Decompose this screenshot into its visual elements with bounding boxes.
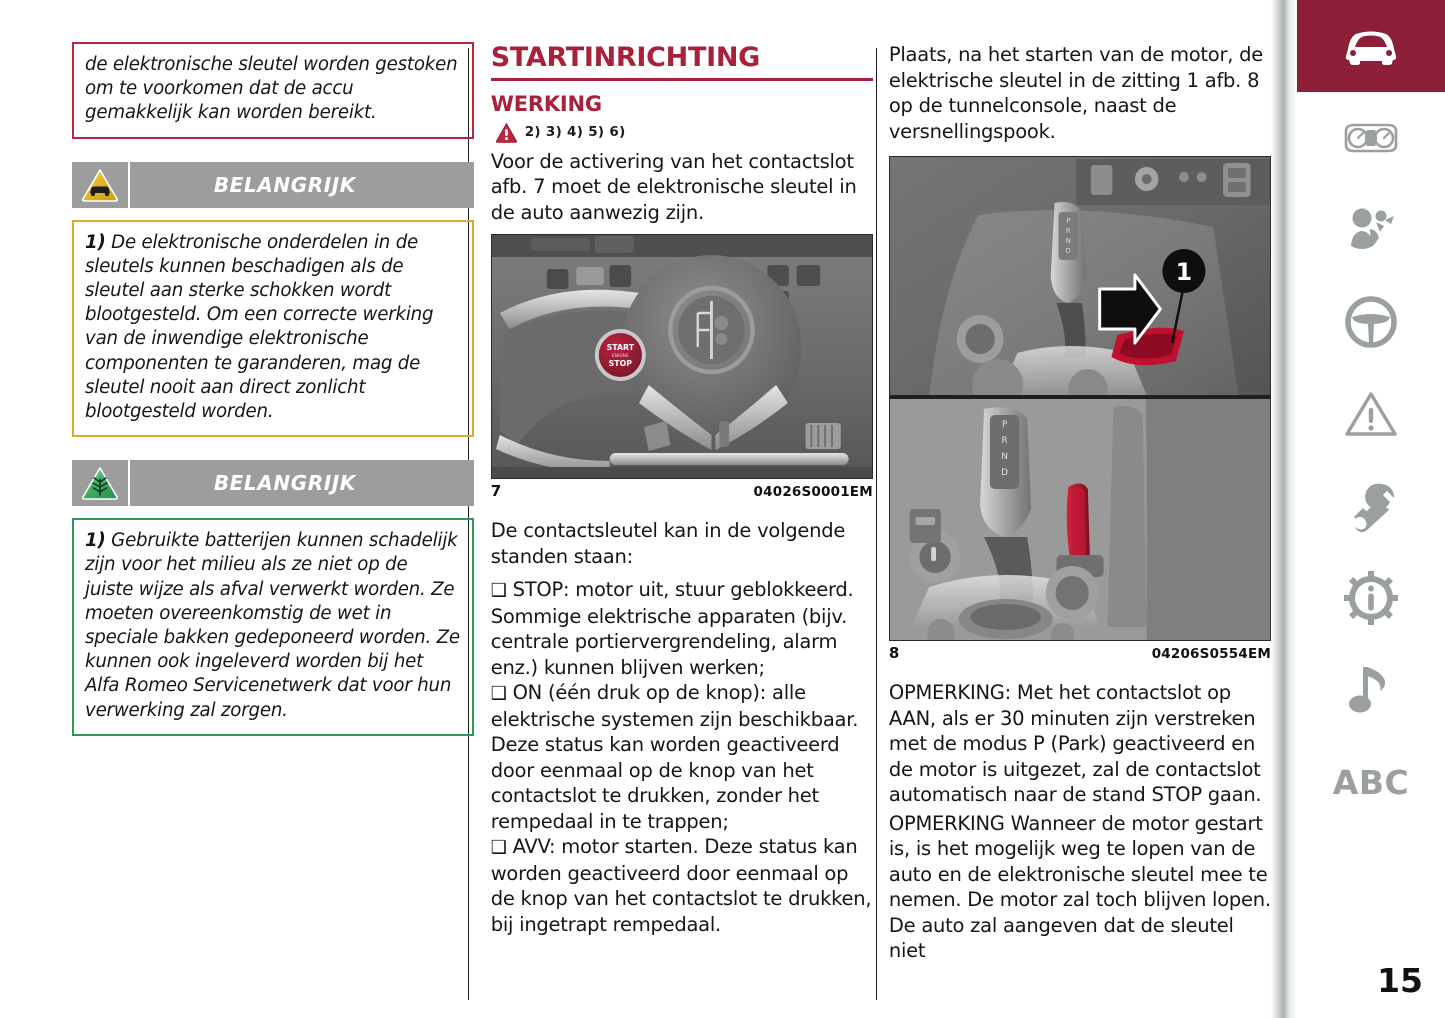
sidebar-item-index[interactable]: [1297, 736, 1445, 828]
sidebar-item-car[interactable]: [1297, 0, 1445, 92]
important-text-vehicle: De elektronische onderdelen in de sleutels kunnen beschadigen als de sleutel aan sterke schokken wordt blootgesteld. Om een correcte werking van de inwendige elektronische componenten te garanderen, mag de sleutel nooit aan direct zonlicht blootgesteld worden.: [85, 231, 434, 423]
note-two: OPMERKING Wanneer de motor gestart is, is het mogelijk weg te lopen van de auto en de elektronische sleutel mee te nemen. De motor zal toch blijven lopen. De auto zal aangeven dat de sleutel niet: [888, 811, 1271, 962]
warning-triangle-icon: [495, 122, 518, 143]
svg-text:R: R: [1001, 435, 1008, 447]
note-one: OPMERKING: Met het contactslot op AAN, als er 30 minuten zijn verstreken met de modus P (Park) geactiveerd en de motor is uitgezet, zal de contactslot automatisch naar de stand STOP gaan.: [888, 681, 1262, 806]
section-subtitle: WERKING: [490, 91, 602, 116]
warning-reference-line: [491, 122, 873, 143]
vehicle-damage-triangle-icon: [72, 162, 130, 208]
svg-text:N: N: [1065, 236, 1071, 246]
sidebar-item-safety[interactable]: [1297, 184, 1445, 276]
dashboard-gauges-icon: [1340, 117, 1402, 159]
figure-number: 7: [490, 482, 502, 500]
continuation-text: de elektronische sleutel worden gestoken om te voorkomen dat de accu gemakkelijk kan worden bereikt.: [85, 54, 458, 124]
figure-7-image: [491, 234, 873, 479]
list-item: [491, 834, 873, 937]
page-spine-shadow: [1271, 0, 1297, 1018]
svg-text:D: D: [1065, 246, 1071, 256]
sidebar-item-service[interactable]: [1297, 460, 1445, 552]
music-note-icon: [1349, 663, 1393, 717]
figure-7: [491, 234, 873, 500]
important-box-environment: [72, 518, 474, 736]
figure-7-caption: [491, 479, 873, 500]
console-intro: Plaats, na het starten van de motor, de elektrische sleutel in de zitting 1 afb. 8 op de tunnelconsole, naast de versnellingspook.: [888, 43, 1263, 143]
important-marker: 1): [85, 530, 106, 552]
bullet-square-icon: ❑: [490, 683, 507, 704]
continuation-callout: [72, 42, 474, 139]
chapter-tabs: [1297, 0, 1445, 1018]
svg-text:P: P: [1066, 216, 1071, 226]
sidebar-item-dashboard[interactable]: [1297, 92, 1445, 184]
svg-text:D: D: [1001, 467, 1008, 479]
chapter-tab-sidebar: [1271, 0, 1445, 1018]
figure-8: [889, 156, 1271, 662]
column-three: [889, 42, 1271, 1018]
list-item-text: AVV: motor starten. Deze status kan worden geactiveerd door eenmaal op de knop van het contactslot te drukken, bij ingetrapt rempedaal.: [490, 835, 872, 936]
positions-list: [491, 577, 873, 937]
list-item-text: STOP: motor uit, stuur geblokkeerd. Sommige elektrische apparaten (bijv. centrale portiervergrendeling, alarm enz.) kunnen blijven werken;: [490, 578, 854, 679]
svg-text:STOP: STOP: [608, 358, 632, 369]
page-title: STARTINRICHTING: [490, 42, 761, 73]
warning-triangle-icon: [1342, 389, 1400, 439]
info-gear-icon: [1343, 570, 1399, 626]
important-box-vehicle: [72, 220, 474, 438]
list-intro: De contactsleutel kan in de volgende standen staan:: [490, 519, 846, 568]
list-item: [491, 680, 873, 834]
important-marker: 1): [85, 231, 106, 253]
important-label: BELANGRIJK: [213, 471, 356, 496]
column-two: [491, 42, 873, 1018]
svg-text:N: N: [1001, 451, 1008, 463]
svg-text:R: R: [1065, 226, 1071, 236]
figure-8-image: [889, 156, 1271, 641]
environment-tree-triangle-icon: [72, 460, 130, 506]
figure-number: 8: [888, 644, 900, 662]
sidebar-item-steering[interactable]: [1297, 276, 1445, 368]
page-number: 15: [1377, 961, 1423, 1000]
important-bar-environment: [72, 460, 474, 506]
bullet-square-icon: ❑: [490, 580, 507, 601]
figure-8-caption: [889, 641, 1271, 662]
bullet-square-icon: ❑: [490, 837, 507, 858]
column-divider-2: [876, 48, 877, 1000]
sidebar-item-audio[interactable]: [1297, 644, 1445, 736]
airbag-safety-icon: [1340, 206, 1402, 254]
list-item: [491, 577, 873, 680]
list-item-text: ON (één druk op de knop): alle elektrische systemen zijn beschikbaar. Deze status kan worden geactiveerd door eenmaal op de knop van het contactslot te drukken, zonder het rempedaal in te trappen;: [490, 681, 859, 833]
warning-references: 2) 3) 4) 5) 6): [524, 124, 626, 140]
intro-paragraph: Voor de activering van het contactslot afb. 7 moet de elektronische sleutel in de auto aanwezig zijn.: [490, 149, 857, 224]
abc-index-icon: ABC: [1332, 762, 1410, 802]
car-front-icon: [1340, 25, 1402, 67]
svg-text:ENGINE: ENGINE: [611, 353, 629, 360]
svg-text:P: P: [1001, 419, 1008, 431]
figure-code: 04206S0554EM: [1151, 646, 1272, 662]
steering-wheel-icon: [1344, 295, 1398, 349]
column-one: [72, 42, 474, 1018]
svg-text:1: 1: [1175, 257, 1192, 287]
wrench-icon: [1343, 478, 1399, 534]
sidebar-item-warning[interactable]: [1297, 368, 1445, 460]
title-rule: [491, 78, 873, 81]
sidebar-item-info[interactable]: [1297, 552, 1445, 644]
svg-text:START: START: [606, 342, 634, 353]
important-text-environment: Gebruikte batterijen kunnen schadelijk zijn voor het milieu als ze niet op de juiste wijze als afval verwerkt worden. Ze moeten overeenkomstig de wet in speciale bakken gedeponeerd worden. Ze kunnen ook ingeleverd worden bij het Alfa Romeo Servicenetwerk dat voor hun verwerking zal zorgen.: [85, 530, 460, 721]
important-bar-vehicle: [72, 162, 474, 208]
figure-code: 04026S0001EM: [753, 484, 873, 500]
important-label: BELANGRIJK: [213, 172, 356, 197]
